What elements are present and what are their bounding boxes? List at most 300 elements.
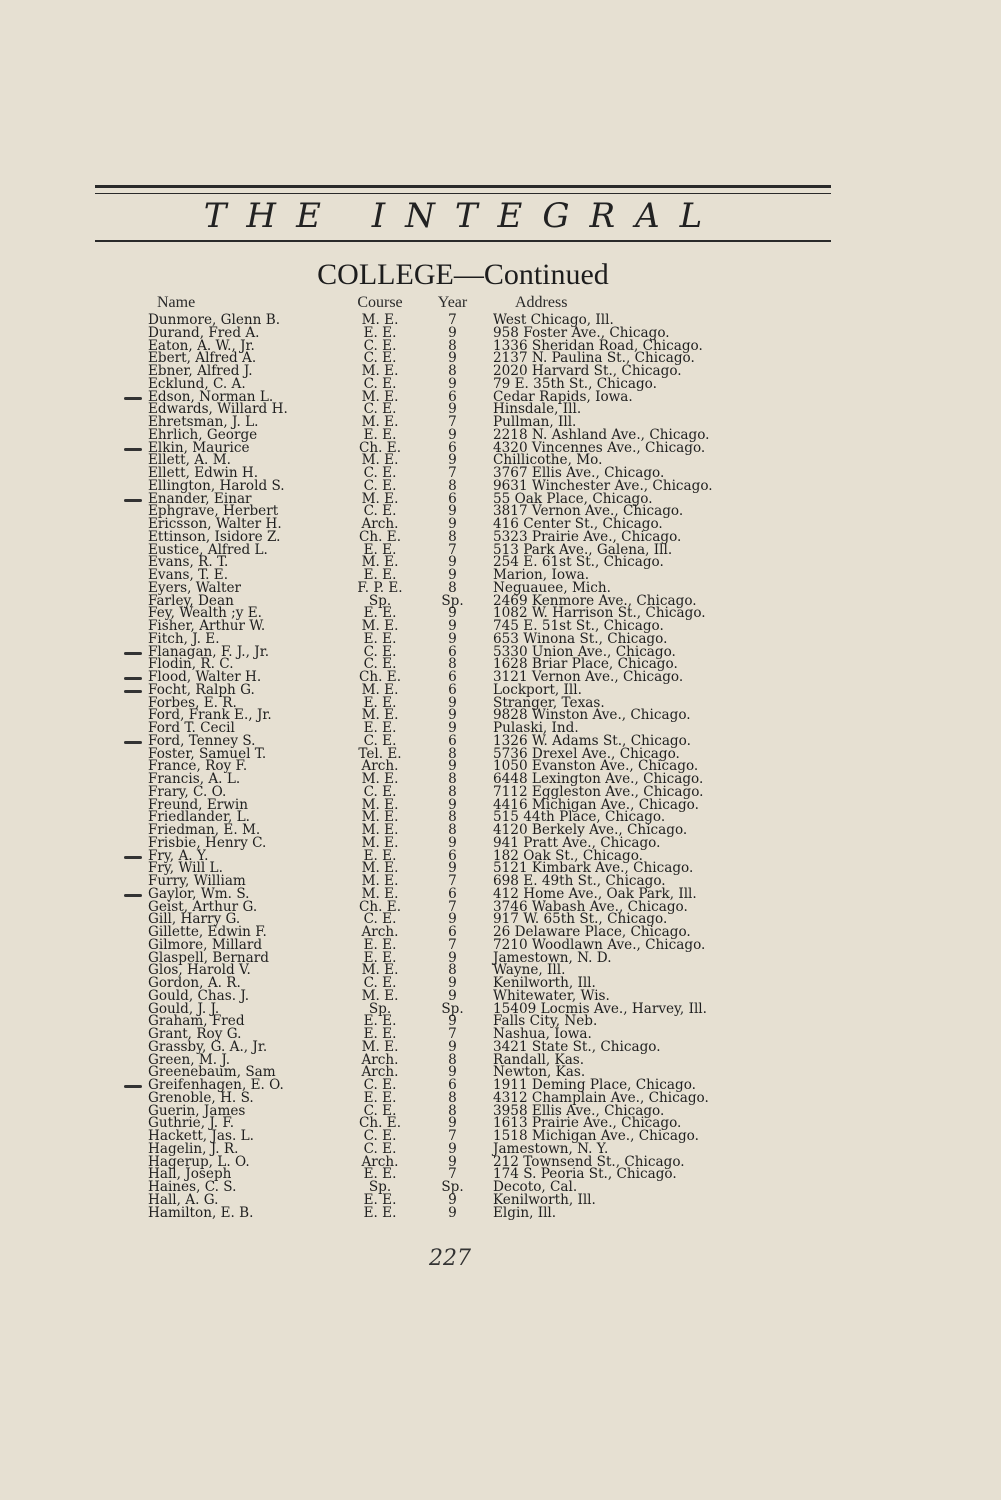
year-cell: 9: [448, 1064, 457, 1081]
student-name: Glaspell, Bernard: [148, 949, 269, 966]
year-cell: Sp.: [441, 1000, 464, 1017]
year-cell: 9: [448, 834, 457, 851]
address-cell: 3421 State St., Chicago.: [493, 1038, 661, 1055]
address-cell: 1518 Michigan Ave., Chicago.: [493, 1128, 699, 1144]
year-cell: 8: [448, 1102, 457, 1119]
year-cell: 9: [448, 975, 457, 991]
address-cell: 5323 Prairie Ave., Chicago.: [493, 528, 682, 545]
year-cell: 6: [448, 388, 457, 405]
student-name: Gould, Chas. J.: [148, 987, 250, 1004]
student-name: Ephgrave, Herbert: [148, 503, 279, 520]
student-name: Ericsson, Walter H.: [148, 516, 282, 532]
student-name: Grenoble, H. S.: [148, 1089, 254, 1106]
student-name: Fry, A. Y.: [148, 847, 209, 864]
year-cell: 9: [448, 452, 457, 469]
year-cell: 9: [448, 1038, 457, 1055]
address-cell: 26 Delaware Place, Chicago.: [493, 924, 691, 940]
course-cell: E. E.: [363, 1204, 397, 1221]
student-name: Hagelin, J. R.: [148, 1140, 239, 1157]
address-cell: 4120 Berkely Ave., Chicago.: [493, 822, 688, 838]
course-cell: C. E.: [363, 401, 397, 418]
address-cell: Falls City, Neb.: [493, 1013, 598, 1030]
address-cell: 3746 Wabash Ave., Chicago.: [493, 898, 688, 915]
student-name: Friedlander, L.: [148, 809, 250, 826]
student-name: Ford, Frank E., Jr.: [148, 707, 272, 724]
year-cell: 9: [448, 426, 457, 443]
address-cell: Kenilworth, Ill.: [493, 1191, 596, 1208]
year-cell: 9: [448, 618, 457, 634]
address-cell: 7112 Eggleston Ave., Chicago.: [493, 783, 704, 800]
year-cell: 9: [448, 375, 457, 392]
address-cell: 4416 Michigan Ave., Chicago.: [493, 796, 699, 813]
year-cell: 8: [448, 1089, 457, 1106]
course-cell: Arch.: [361, 924, 399, 940]
course-cell: E. E.: [363, 1026, 397, 1042]
student-name: Enander, Einar: [148, 490, 252, 507]
student-name: Ecklund, C. A.: [148, 375, 246, 392]
address-cell: 416 Center St., Chicago.: [493, 516, 663, 532]
year-cell: 9: [448, 758, 457, 775]
student-name: Fisher, Arthur W.: [148, 618, 266, 634]
course-cell: E. E.: [363, 1191, 397, 1208]
year-cell: 9: [448, 949, 457, 966]
course-cell: Arch.: [361, 1051, 399, 1068]
course-cell: M. E.: [361, 771, 399, 787]
course-cell: C. E.: [363, 503, 397, 520]
address-cell: 79 E. 35th St., Chicago.: [493, 375, 657, 392]
address-cell: 9828 Winston Ave., Chicago.: [493, 707, 691, 724]
year-cell: 6: [448, 732, 457, 749]
student-name: Elkin, Maurice: [148, 439, 250, 456]
course-cell: M. E.: [361, 452, 399, 469]
year-cell: 9: [448, 987, 457, 1004]
address-cell: 1336 Sheridan Road, Chicago.: [493, 337, 703, 354]
year-cell: 9: [448, 554, 457, 571]
course-cell: M. E.: [361, 363, 399, 379]
year-cell: 9: [448, 1140, 457, 1157]
year-cell: 8: [448, 745, 457, 762]
address-cell: 1050 Evanston Ave., Chicago.: [493, 758, 699, 775]
year-cell: 6: [448, 490, 457, 507]
pencil-tick-mark: [124, 1085, 142, 1088]
student-name: Hall, Joseph: [148, 1166, 232, 1183]
address-cell: 1326 W. Adams St., Chicago.: [493, 732, 691, 749]
year-cell: 7: [448, 898, 457, 915]
student-name: Hall, A. G.: [148, 1191, 219, 1208]
student-name: Forbes, E. R.: [148, 694, 237, 711]
address-cell: 1628 Briar Place, Chicago.: [493, 656, 678, 673]
address-cell: 55 Oak Place, Chicago.: [493, 490, 653, 507]
student-name: Ehrlich, George: [148, 426, 258, 443]
course-cell: C. E.: [363, 783, 397, 800]
course-cell: M. E.: [361, 796, 399, 813]
year-cell: 8: [448, 579, 457, 596]
student-name: Hackett, Jas. L.: [148, 1128, 254, 1144]
address-cell: 1911 Deming Place, Chicago.: [493, 1077, 696, 1093]
course-cell: E. E.: [363, 605, 397, 622]
student-name: Green, M. J.: [148, 1051, 231, 1068]
student-name: Grant, Roy G.: [148, 1026, 242, 1042]
year-cell: 6: [448, 924, 457, 940]
course-cell: M. E.: [361, 873, 399, 889]
student-name: Greenebaum, Sam: [148, 1064, 276, 1081]
course-cell: M. E.: [361, 414, 399, 430]
course-cell: M. E.: [361, 681, 399, 698]
student-name: Francis, A. L.: [148, 771, 241, 787]
course-cell: Tel. E.: [358, 745, 402, 762]
student-name: Frary, C. O.: [148, 783, 227, 800]
address-cell: 1082 W. Harrison St., Chicago.: [493, 605, 706, 622]
address-cell: Whitewater, Wis.: [493, 987, 610, 1004]
student-name: Farley, Dean: [148, 592, 234, 609]
student-name: Geist, Arthur G.: [148, 898, 258, 915]
student-name: Foster, Samuel T.: [148, 745, 267, 762]
year-cell: 9: [448, 707, 457, 724]
address-cell: 3767 Ellis Ave., Chicago.: [493, 465, 665, 481]
pencil-tick-mark: [124, 397, 142, 400]
running-header: THE INTEGRAL: [203, 196, 723, 236]
year-cell: 9: [448, 350, 457, 367]
student-name: Edwards, Willard H.: [148, 401, 288, 418]
address-cell: Cedar Rapids, Iowa.: [493, 388, 633, 405]
pencil-tick-mark: [124, 894, 142, 897]
year-cell: 8: [448, 528, 457, 545]
year-cell: 9: [448, 1204, 457, 1221]
student-name: France, Roy F.: [148, 758, 248, 775]
address-cell: Pullman, Ill.: [493, 414, 577, 430]
year-cell: 9: [448, 1013, 457, 1030]
student-name: Evans, R. T.: [148, 554, 229, 571]
course-cell: E. E.: [363, 936, 397, 953]
student-name: Ford, Tenney S.: [148, 732, 256, 749]
course-cell: Sp.: [368, 1000, 392, 1017]
course-cell: M. E.: [361, 618, 399, 634]
student-name: Greifenhagen, E. O.: [148, 1077, 284, 1093]
student-name: Fry, Will L.: [148, 860, 223, 877]
address-cell: Neguauee, Mich.: [493, 579, 611, 596]
student-name: Furry, William: [148, 873, 246, 889]
year-cell: 7: [448, 1026, 457, 1042]
address-cell: 6448 Lexington Ave., Chicago.: [493, 771, 704, 787]
address-cell: West Chicago, Ill.: [493, 312, 614, 328]
student-name: Gould, J. J.: [148, 1000, 220, 1017]
pencil-tick-mark: [124, 741, 142, 744]
student-name: Guerin, James: [148, 1102, 246, 1119]
section-title: COLLEGE—Continued: [317, 258, 609, 291]
address-cell: 212 Townsend St., Chicago.: [493, 1153, 685, 1170]
course-cell: C. E.: [363, 1077, 397, 1093]
address-cell: 515 44th Place, Chicago.: [493, 809, 666, 826]
student-name: Ellington, Harold S.: [148, 477, 285, 494]
year-cell: 7: [448, 1166, 457, 1183]
course-cell: M. E.: [361, 962, 399, 979]
year-cell: 7: [448, 1128, 457, 1144]
year-cell: 9: [448, 605, 457, 622]
pencil-tick-mark: [124, 499, 142, 502]
year-cell: 6: [448, 847, 457, 864]
course-cell: C. E.: [363, 656, 397, 673]
year-cell: 7: [448, 541, 457, 558]
year-cell: 9: [448, 1115, 457, 1132]
course-cell: Ch. E.: [358, 439, 402, 456]
year-cell: 6: [448, 681, 457, 698]
pencil-tick-mark: [124, 652, 142, 655]
student-name: Graham, Fred: [148, 1013, 245, 1030]
student-name: Fitch, J. E.: [148, 630, 220, 647]
year-cell: 6: [448, 885, 457, 902]
year-cell: 7: [448, 936, 457, 953]
course-cell: F. P. E.: [357, 579, 403, 596]
course-cell: M. E.: [361, 987, 399, 1004]
course-cell: M. E.: [361, 312, 399, 328]
student-name: Ehretsman, J. L.: [148, 414, 259, 430]
year-cell: 8: [448, 822, 457, 838]
year-cell: 9: [448, 630, 457, 647]
roster-table: [0, 314, 1001, 1219]
banner-underline: [95, 240, 831, 242]
year-cell: 9: [448, 516, 457, 532]
student-name: Ellett, Edwin H.: [148, 465, 259, 481]
year-cell: 9: [448, 503, 457, 520]
course-cell: C. E.: [363, 375, 397, 392]
year-cell: 9: [448, 401, 457, 418]
year-cell: 8: [448, 962, 457, 979]
course-cell: M. E.: [361, 707, 399, 724]
year-cell: Sp.: [441, 1179, 464, 1195]
address-cell: 7210 Woodlawn Ave., Chicago.: [493, 936, 706, 953]
student-name: Eaton, A. W., Jr.: [148, 337, 255, 354]
student-name: Flood, Walter H.: [148, 669, 262, 685]
address-cell: 15409 Locmis Ave., Harvey, Ill.: [493, 1000, 707, 1017]
course-cell: E. E.: [363, 567, 397, 583]
address-cell: 174 S. Peoria St., Chicago.: [493, 1166, 677, 1183]
address-cell: Kenilworth, Ill.: [493, 975, 596, 991]
pencil-tick-mark: [124, 448, 142, 451]
year-cell: 7: [448, 873, 457, 889]
course-cell: Sp.: [368, 592, 392, 609]
course-cell: E. E.: [363, 1166, 397, 1183]
year-cell: 9: [448, 911, 457, 928]
student-name: Flodin, R. C.: [148, 656, 234, 673]
course-cell: E. E.: [363, 630, 397, 647]
address-cell: 5736 Drexel Ave., Chicago.: [493, 745, 680, 762]
course-cell: E. E.: [363, 324, 397, 341]
column-header-year: Year: [437, 294, 468, 311]
course-cell: E. E.: [363, 426, 397, 443]
year-cell: 8: [448, 656, 457, 673]
address-cell: 3121 Vernon Ave., Chicago.: [493, 669, 684, 685]
year-cell: 9: [448, 860, 457, 877]
student-name: Grassby, G. A., Jr.: [148, 1038, 268, 1055]
year-cell: 8: [448, 477, 457, 494]
student-name: Hagerup, L. O.: [148, 1153, 250, 1170]
address-cell: Elgin, Ill.: [493, 1204, 557, 1221]
year-cell: 6: [448, 439, 457, 456]
student-name: Glos, Harold V.: [148, 962, 251, 979]
course-cell: M. E.: [361, 885, 399, 902]
course-cell: Ch. E.: [358, 528, 402, 545]
course-cell: Arch.: [361, 1064, 399, 1081]
address-cell: Nashua, Iowa.: [493, 1026, 592, 1042]
student-name: Ebner, Alfred J.: [148, 363, 253, 379]
course-cell: E. E.: [363, 1013, 397, 1030]
student-name: Dunmore, Glenn B.: [148, 312, 281, 328]
address-cell: 745 E. 51st St., Chicago.: [493, 618, 664, 634]
address-cell: 941 Pratt Ave., Chicago.: [493, 834, 661, 851]
course-cell: Arch.: [361, 758, 399, 775]
year-cell: Sp.: [441, 592, 464, 609]
course-cell: E. E.: [363, 694, 397, 711]
course-cell: M. E.: [361, 809, 399, 826]
student-name: Flanagan, F. J., Jr.: [148, 643, 270, 660]
year-cell: 9: [448, 720, 457, 736]
course-cell: E. E.: [363, 1089, 397, 1106]
student-name: Gaylor, Wm. S.: [148, 885, 250, 902]
address-cell: 5330 Union Ave., Chicago.: [493, 643, 676, 660]
column-header-name: Name: [157, 294, 196, 311]
address-cell: 3958 Ellis Ave., Chicago.: [493, 1102, 665, 1119]
course-cell: Ch. E.: [358, 1115, 402, 1132]
student-name: Gilmore, Millard: [148, 936, 263, 953]
course-cell: C. E.: [363, 732, 397, 749]
year-cell: 7: [448, 465, 457, 481]
table-row: [0, 1204, 1001, 1221]
year-cell: 9: [448, 567, 457, 583]
course-cell: M. E.: [361, 1038, 399, 1055]
year-cell: 8: [448, 363, 457, 379]
address-cell: 2137 N. Paulina St., Chicago.: [493, 350, 695, 367]
course-cell: M. E.: [361, 554, 399, 571]
address-cell: Lockport, Ill.: [493, 681, 582, 698]
course-cell: C. E.: [363, 1102, 397, 1119]
year-cell: 6: [448, 669, 457, 685]
column-header-course: Course: [357, 294, 403, 311]
year-cell: 8: [448, 771, 457, 787]
address-cell: 182 Oak St., Chicago.: [493, 847, 644, 864]
student-name: Friedman, E. M.: [148, 822, 261, 838]
year-cell: 7: [448, 312, 457, 328]
year-cell: 8: [448, 783, 457, 800]
page-number: 227: [429, 1246, 471, 1271]
address-cell: 513 Park Ave., Galena, Ill.: [493, 541, 673, 558]
pencil-tick-mark: [124, 690, 142, 693]
course-cell: C. E.: [363, 477, 397, 494]
address-cell: Pulaski, Ind.: [493, 720, 579, 736]
course-cell: C. E.: [363, 975, 397, 991]
course-cell: C. E.: [363, 337, 397, 354]
address-cell: Decoto, Cal.: [493, 1179, 578, 1195]
address-cell: Wayne, Ill.: [493, 962, 566, 979]
address-cell: 2218 N. Ashland Ave., Chicago.: [493, 426, 710, 443]
year-cell: 8: [448, 1051, 457, 1068]
course-cell: M. E.: [361, 490, 399, 507]
course-cell: M. E.: [361, 860, 399, 877]
year-cell: 9: [448, 1191, 457, 1208]
address-cell: 2020 Harvard St., Chicago.: [493, 363, 682, 379]
address-cell: Marion, Iowa.: [493, 567, 590, 583]
course-cell: E. E.: [363, 847, 397, 864]
course-cell: E. E.: [363, 541, 397, 558]
top-rule-thick: [95, 185, 831, 188]
address-cell: Randall, Kas.: [493, 1051, 585, 1068]
course-cell: Arch.: [361, 516, 399, 532]
student-name: Frisbie, Henry C.: [148, 834, 267, 851]
year-cell: 9: [448, 324, 457, 341]
course-cell: M. E.: [361, 834, 399, 851]
student-name: Edson, Norman L.: [148, 388, 274, 405]
student-name: Gordon, A. R.: [148, 975, 241, 991]
student-name: Focht, Ralph G.: [148, 681, 255, 698]
address-cell: Hinsdale, Ill.: [493, 401, 582, 418]
address-cell: Chillicothe, Mo.: [493, 452, 603, 469]
student-name: Guthrie, J. F.: [148, 1115, 235, 1132]
course-cell: C. E.: [363, 350, 397, 367]
student-name: Gill, Harry G.: [148, 911, 241, 928]
address-cell: 958 Foster Ave., Chicago.: [493, 324, 670, 341]
address-cell: Jamestown, N. D.: [493, 949, 612, 966]
course-cell: C. E.: [363, 465, 397, 481]
address-cell: 3817 Vernon Ave., Chicago.: [493, 503, 684, 520]
year-cell: 7: [448, 414, 457, 430]
address-cell: 917 W. 65th St., Chicago.: [493, 911, 668, 928]
student-name: Evans, T. E.: [148, 567, 229, 583]
course-cell: M. E.: [361, 388, 399, 405]
year-cell: 8: [448, 337, 457, 354]
pencil-tick-mark: [124, 856, 142, 859]
course-cell: C. E.: [363, 1140, 397, 1157]
address-cell: 254 E. 61st St., Chicago.: [493, 554, 664, 571]
year-cell: 9: [448, 694, 457, 711]
pencil-tick-mark: [124, 677, 142, 680]
year-cell: 6: [448, 643, 457, 660]
course-cell: E. E.: [363, 949, 397, 966]
student-name: Gillette, Edwin F.: [148, 924, 267, 940]
student-name: Freund, Erwin: [148, 796, 248, 813]
course-cell: M. E.: [361, 822, 399, 838]
address-cell: 653 Winona St., Chicago.: [493, 630, 668, 647]
student-name: Haines, C. S.: [148, 1179, 237, 1195]
course-cell: Ch. E.: [358, 898, 402, 915]
student-name: Fey, Wealth ;y E.: [148, 605, 262, 622]
student-name: Ellett, A. M.: [148, 452, 231, 469]
address-cell: 4312 Champlain Ave., Chicago.: [493, 1089, 709, 1106]
year-cell: 9: [448, 796, 457, 813]
year-cell: 8: [448, 809, 457, 826]
address-cell: Newton, Kas.: [493, 1064, 586, 1081]
address-cell: 1613 Prairie Ave., Chicago.: [493, 1115, 682, 1132]
student-name: Durand, Fred A.: [148, 324, 260, 341]
student-name: Eustice, Alfred L.: [148, 541, 268, 558]
student-name: Hamilton, E. B.: [148, 1204, 254, 1221]
student-name: Ebert, Alfred A.: [148, 350, 257, 367]
address-cell: 698 E. 49th St., Chicago.: [493, 873, 666, 889]
address-cell: Stranger, Texas.: [493, 694, 605, 711]
address-cell: 5121 Kimbark Ave., Chicago.: [493, 860, 694, 877]
address-cell: 2469 Kenmore Ave., Chicago.: [493, 592, 697, 609]
course-cell: E. E.: [363, 720, 397, 736]
year-cell: 9: [448, 1153, 457, 1170]
year-cell: 6: [448, 1077, 457, 1093]
student-name: Ford T. Cecil: [148, 720, 235, 736]
course-cell: Ch. E.: [358, 669, 402, 685]
course-cell: C. E.: [363, 911, 397, 928]
address-cell: 412 Home Ave., Oak Park, Ill.: [493, 885, 697, 902]
course-cell: Arch.: [361, 1153, 399, 1170]
column-header-address: Address: [515, 294, 568, 311]
address-cell: Jamestown, N. Y.: [493, 1140, 609, 1157]
address-cell: 9631 Winchester Ave., Chicago.: [493, 477, 713, 494]
student-name: Eyers, Walter: [148, 579, 242, 596]
